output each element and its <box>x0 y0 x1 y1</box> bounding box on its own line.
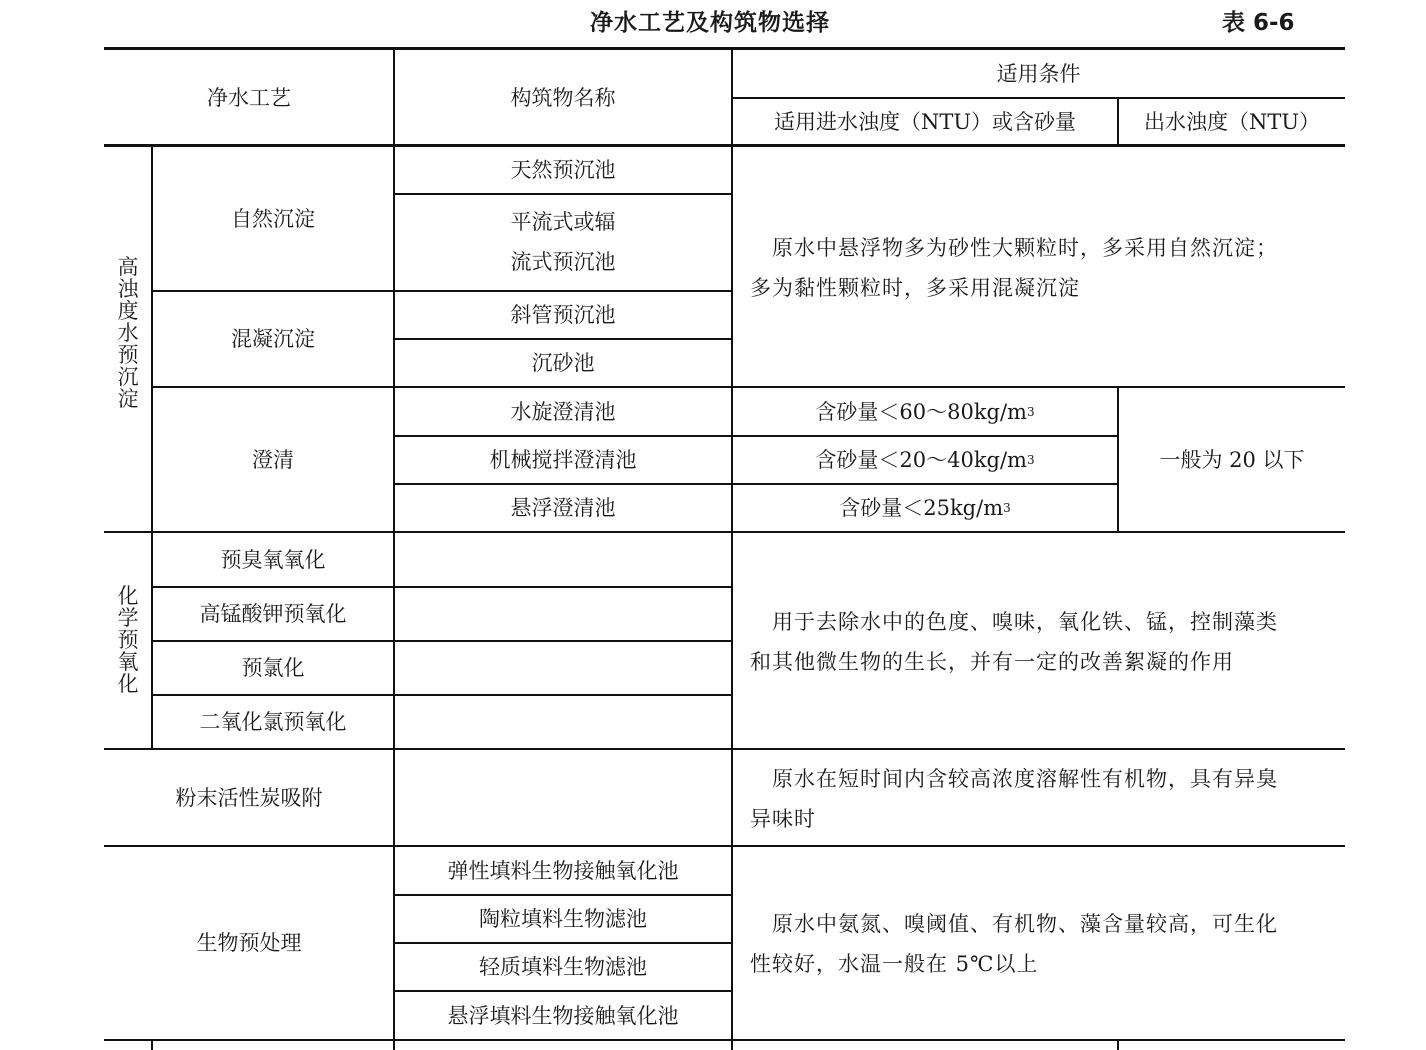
inflow-text: 含砂量＜60～80kg/m <box>815 399 1027 424</box>
structure-suspended-clarifier: 悬浮澄清池 <box>510 496 616 520</box>
group-rule <box>104 1039 1345 1041</box>
structure-suspended-media: 悬浮填料生物接触氧化池 <box>447 1003 679 1028</box>
label-char: 水 <box>117 321 139 345</box>
label-char: 预 <box>117 628 139 652</box>
col-rule <box>731 49 733 1050</box>
process-chlorine-dioxide: 二氧化氯预氧化 <box>199 710 347 734</box>
structure-grit-chamber: 沉砂池 <box>531 351 595 375</box>
group-label-preoxidation <box>113 585 143 695</box>
label-char: 沉 <box>117 365 139 389</box>
header-process: 净水工艺 <box>207 85 291 110</box>
label-char: 化 <box>117 584 139 608</box>
inflow-text: 含砂量＜20～40kg/m <box>815 448 1027 472</box>
group-label-sedimentation <box>113 256 143 410</box>
header-structure: 构筑物名称 <box>510 85 616 110</box>
structure-inclined-tube: 斜管预沉池 <box>510 303 616 327</box>
label-char: 化 <box>117 672 139 696</box>
structure-flow-presettling-line2: 流式预沉池 <box>510 250 616 274</box>
inflow-hydrocyclone: 含砂量＜60～80kg/m 3 <box>733 388 1117 435</box>
note-line: 性较好，水温一般在 5℃以上 <box>750 952 1039 976</box>
outflow-clarification: 一般为 20 以下 <box>1159 447 1305 472</box>
structure-mechanical-clarifier: 机械搅拌澄清池 <box>489 448 637 472</box>
bio-condition-note <box>750 904 1340 984</box>
note-line: 原水在短时间内含较高浓度溶解性有机物，具有异臭 <box>772 767 1278 791</box>
note-line: 原水中悬浮物多为砂性大颗粒时，多采用自然沉淀； <box>772 236 1278 260</box>
note-line: 多为黏性颗粒时，多采用混凝沉淀 <box>750 276 1080 300</box>
structure-ceramsite-filter: 陶粒填料生物滤池 <box>479 907 647 931</box>
note-line: 异味时 <box>750 807 816 831</box>
note-line: 原水中氨氮、嗅阈值、有机物、藻含量较高，可生化 <box>772 912 1278 936</box>
label-char: 浊 <box>117 277 139 301</box>
inflow-suspended: 含砂量＜25kg/m 3 <box>733 485 1117 531</box>
pac-condition-note <box>750 759 1340 839</box>
process-preozonation: 预臭氧氧化 <box>220 547 326 572</box>
row-rule <box>394 193 732 195</box>
structure-elastic-media: 弹性填料生物接触氧化池 <box>447 858 679 883</box>
process-clarification: 澄清 <box>252 448 294 472</box>
label-char: 学 <box>117 606 139 630</box>
process-bio-pretreatment: 生物预处理 <box>196 931 302 955</box>
note-line: 用于去除水中的色度、嗅味，氧化铁、锰，控制藻类 <box>772 610 1278 634</box>
col-rule <box>1117 1040 1119 1050</box>
table-title: 净水工艺及构筑物选择 <box>590 10 830 36</box>
header-inflow: 适用进水浊度（NTU）或含砂量 <box>773 110 1077 134</box>
preoxidation-condition-note <box>750 602 1340 682</box>
process-permanganate: 高锰酸钾预氧化 <box>199 602 347 626</box>
label-char: 氧 <box>117 650 139 674</box>
structure-natural-presettling: 天然预沉池 <box>510 158 616 182</box>
structure-hydrocyclone-clarifier: 水旋澄清池 <box>510 399 616 424</box>
table-number: 表 6-6 <box>1222 10 1295 36</box>
header-outflow: 出水浊度（NTU） <box>1143 110 1321 134</box>
inflow-mechanical: 含砂量＜20～40kg/m 3 <box>733 437 1117 483</box>
process-prechlorination: 预氯化 <box>241 656 305 680</box>
label-char: 预 <box>117 343 139 367</box>
sedimentation-condition-note <box>750 228 1340 308</box>
structure-lightweight-filter: 轻质填料生物滤池 <box>479 955 647 979</box>
structure-flow-presettling-line1: 平流式或辐 <box>510 210 616 234</box>
inflow-text: 含砂量＜25kg/m <box>839 496 1004 520</box>
label-char: 度 <box>117 299 139 323</box>
label-char: 高 <box>117 255 139 279</box>
process-natural-sedimentation: 自然沉淀 <box>231 207 315 231</box>
process-coagulation-sedimentation: 混凝沉淀 <box>231 327 315 351</box>
process-pac-adsorption: 粉末活性炭吸附 <box>175 785 323 810</box>
note-line: 和其他微生物的生长，并有一定的改善絮凝的作用 <box>750 650 1234 674</box>
col-rule <box>151 1040 153 1050</box>
header-conditions: 适用条件 <box>996 62 1081 86</box>
label-char: 淀 <box>117 387 139 411</box>
